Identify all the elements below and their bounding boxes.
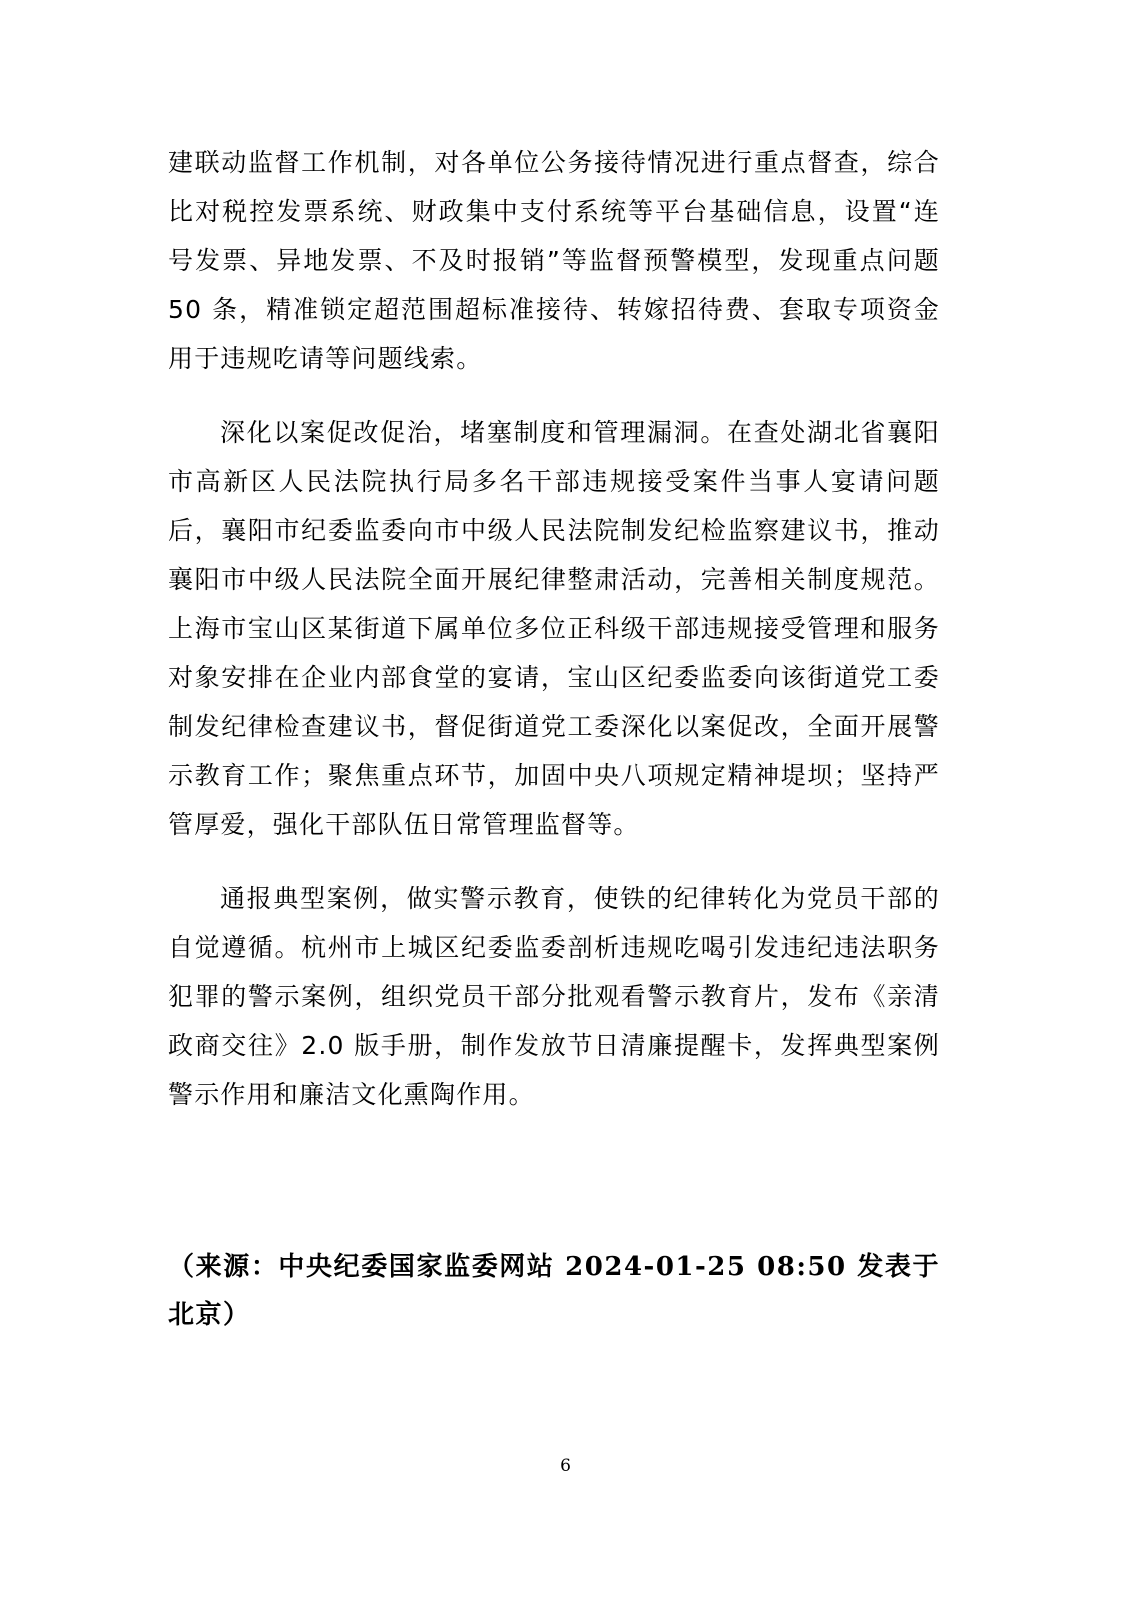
- paragraph-3: 通报典型案例，做实警示教育，使铁的纪律转化为党员干部的自觉遵循。杭州市上城区纪委监委剖析违规吃喝引发违纪违法职务犯罪的警示案例，组织党员干部分批观看警示教育片，发布《亲清政商交往》2.0 版手册，制作发放节日清廉提醒卡，发挥典型案例警示作用和廉洁文化熏陶作用。: [168, 884, 940, 1109]
- paragraph-2: 深化以案促改促治，堵塞制度和管理漏洞。在查处湖北省襄阳市高新区人民法院执行局多名干部违规接受案件当事人宴请问题后，襄阳市纪委监委向市中级人民法院制发纪检监察建议书，推动襄阳市中级人民法院全面开展纪律整肃活动，完善相关制度规范。上海市宝山区某街道下属单位多位正科级干部违规接受管理和服务对象安排在企业内部食堂的宴请，宝山区纪委监委向该街道党工委制发纪律检查建议书，督促街道党工委深化以案促改，全面开展警示教育工作；聚焦重点环节，加固中央八项规定精神堤坝；坚持严管厚爱，强化干部队伍日常管理监督等。: [168, 418, 940, 839]
- source-citation: （来源：中央纪委国家监委网站 2024-01-25 08:50 发表于北京）: [168, 1252, 940, 1330]
- document-body: [168, 138, 940, 1119]
- paragraph-1: 建联动监督工作机制，对各单位公务接待情况进行重点督查，综合比对税控发票系统、财政集中支付系统等平台基础信息，设置“连号发票、异地发票、不及时报销”等监督预警模型，发现重点问题 50 条，精准锁定超范围超标准接待、转嫁招待费、套取专项资金用于违规吃请等问题线索。: [168, 148, 940, 373]
- page-number: 6: [560, 1456, 571, 1476]
